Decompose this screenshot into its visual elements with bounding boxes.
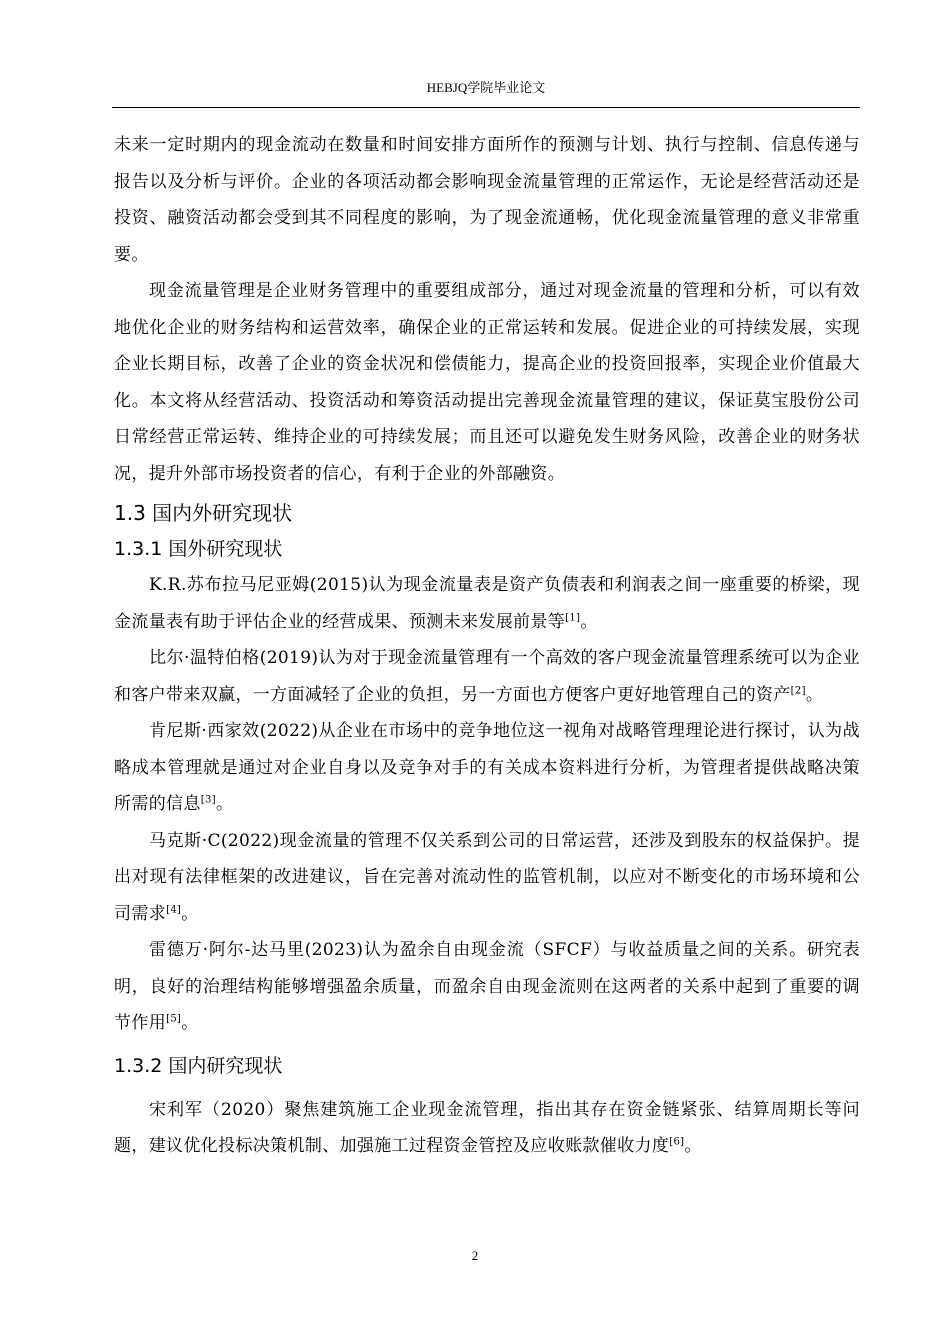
section-heading-1-3: 1.3 国内外研究现状 (114, 501, 293, 525)
paragraph-end: 。 (215, 794, 234, 814)
header-divider (112, 107, 860, 108)
citation-ref: [4] (166, 903, 182, 915)
citation-ref: [3] (200, 794, 216, 806)
paragraph-foreign-3 (114, 713, 860, 823)
citation-ref: [2] (790, 684, 806, 696)
paragraph-text: 比尔·温特伯格(2019)认为对于现金流量管理有一个高效的客户现金流量管理系统可以为企业和客户带来双赢，一方面减轻了企业的负担，另一方面也方便客户更好地管理自己的资产 (114, 648, 860, 705)
paragraph-end: 。 (684, 1136, 702, 1156)
paragraph-text: 雷德万·阿尔-达马里(2023)认为盈余自由现金流（SFCF）与收益质量之间的关系。研究表明，良好的治理结构能够增强盈余质量，而盈余自由现金流则在这两者的关系中起到了重要的调节作用 (114, 940, 860, 1033)
paragraph-cash-flow-importance: 现金流量管理是企业财务管理中的重要组成部分，通过对现金流量的管理和分析，可以有效地优化企业的财务结构和运营效率，确保企业的正常运转和发展。促进企业的可持续发展，实现企业长期目标，改善了企业的资金状况和偿债能力，提高企业的投资回报率，实现企业价值最大化。本文将从经营活动、投资活动和筹资活动提出完善现金流量管理的建议，保证莫宝股份公司日常经营正常运转、维持企业的可持续发展；而且还可以避免发生财务风险，改善企业的财务状况，提升外部市场投资者的信心，有利于企业的外部融资。 (114, 281, 860, 484)
paragraph-foreign-4 (114, 823, 860, 933)
paragraph-domestic-1 (114, 1092, 860, 1165)
paragraph-foreign-1 (114, 567, 860, 640)
paragraph-text: 肯尼斯·西家效(2022)从企业在市场中的竞争地位这一视角对战略管理理论进行探讨，认为战略成本管理就是通过对企业自身以及竞争对手的有关成本资料进行分析，为管理者提供战略决策所需的信息 (114, 721, 860, 814)
paragraph-continuation: 未来一定时期内的现金流动在数量和时间安排方面所作的预测与计划、执行与控制、信息传递与报告以及分析与评价。企业的各项活动都会影响现金流量管理的正常运作，无论是经营活动还是投资、融资活动都会受到其不同程度的影响，为了现金流通畅，优化现金流量管理的意义非常重要。 (114, 135, 860, 265)
paragraph-end: 。 (181, 903, 199, 924)
paragraph-end: 。 (181, 1013, 199, 1033)
section-heading-1-3-1: 1.3.1 国外研究现状 (114, 538, 283, 560)
paragraph-end: 。 (805, 684, 824, 705)
page-number: 2 (471, 1248, 479, 1263)
document-body (114, 127, 860, 1165)
paragraph-foreign-2 (114, 640, 860, 713)
citation-ref: [6] (669, 1136, 685, 1148)
section-heading-1-3-2: 1.3.2 国内研究现状 (114, 1054, 283, 1077)
paragraph-text: 马克斯·C(2022)现金流量的管理不仅关系到公司的日常运营，还涉及到股东的权益保护。提出对现有法律框架的改进建议，旨在完善对流动性的监管机制，以应对不断变化的市场环境和公司需求 (114, 830, 860, 924)
paragraph-text: 宋利军（2020）聚焦建筑施工企业现金流管理，指出其存在资金链紧张、结算周期长等问题，建议优化投标决策机制、加强施工过程资金管控及应收账款催收力度 (114, 1099, 860, 1156)
paragraph-end: 。 (580, 611, 598, 632)
paragraph-text: K.R.苏布拉马尼亚姆(2015)认为现金流量表是资产负债表和利润表之间一座重要的桥梁，现金流量表有助于评估企业的经营成果、预测未来发展前景等 (114, 575, 860, 632)
citation-ref: [5] (166, 1013, 182, 1025)
paragraph-foreign-5 (114, 932, 860, 1042)
citation-ref: [1] (565, 611, 581, 623)
page-header: HEBJQ学院毕业论文 (426, 80, 546, 95)
